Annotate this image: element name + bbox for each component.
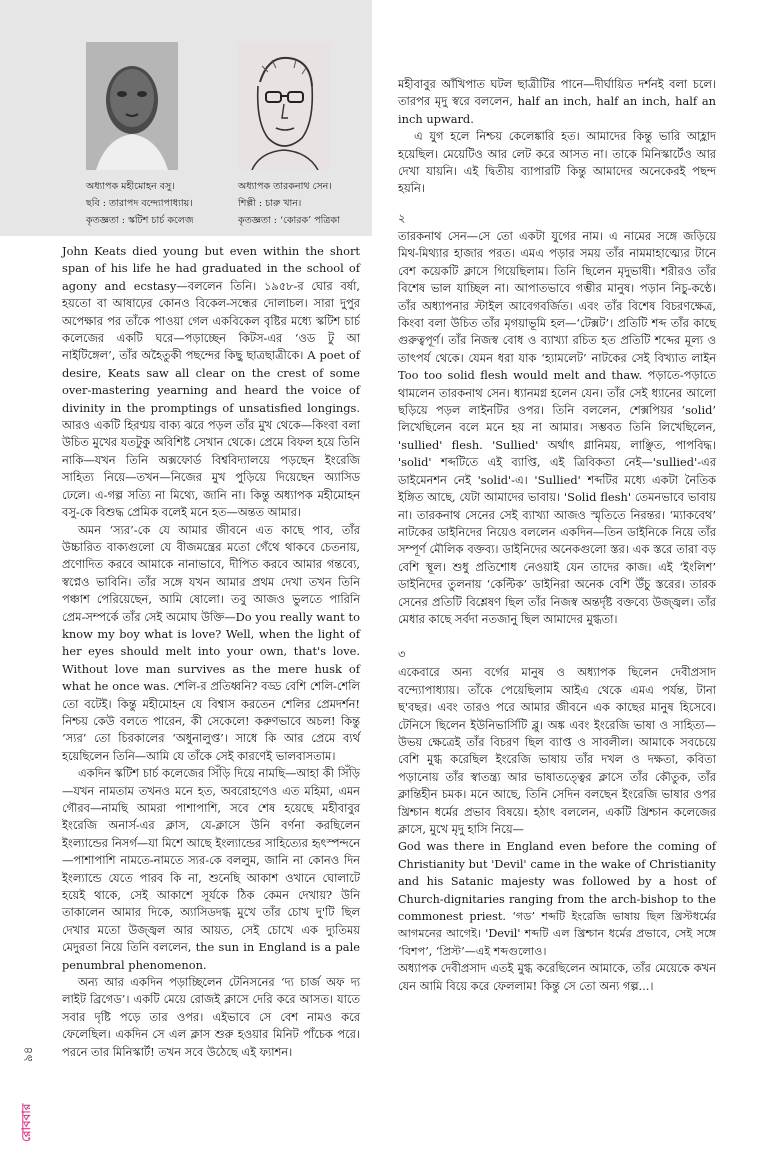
magazine-name: রোববার xyxy=(19,1103,33,1142)
block-quote: God was there in England even before the coming of Christianity but 'Devil' came in the wake of Christianity and his Satanic majesty was followed by a host of Church-dignitaries ranging from the arch-bishop to the commonest priest. ‘গড’ শব্দটি ইংরেজি ভাষায় ছিল খ্রিস্টধর্মের আগমনের আগেই। 'Devil' শব্দটি এল খ্রিশ্চান ধর্মের প্রভাবে, সেই সঙ্গে ‘বিশপ’, ‘প্রিস্ট’—এই শব্দগুলোও। xyxy=(398,840,716,958)
paragraph: John Keats died young but even within the short span of his life he had graduated in the school of agony and ecstasy—বললেন তিনি। ১৯৫৮-র ঘোর বর্ষা, হয়তো বা আষাঢ়ের কোনও বিকেল-সন্ধের দোলাচল। সারা দুপুর অপেক্ষার পর তাঁকে পাওয়া গেল একবিকেল বৃষ্টির মধ্যে স্কটিশ চার্চ কলেজের একটি ঘরে—পড়াচ্ছেন কিটস-এর ‘ওড টু আ নাইটিঙ্গেল’, তাঁর অহৈতুকী পছন্দের কিছু ছাত্রছাত্রীকে। A poet of desire, Keats saw all clear on the crest of some over-mastering yearning and heard the voice of divinity in the promptings of unsatisfied longings. আরও একটি হিরণ্ময় বাক্য ঝরে পড়ল তাঁর মুখ থেকে—কিংবা বলা উচিত মুখের যতটুকু অবিশিষ্ট সেখান থেকে। প্রেমে বিফল হয়ে তিনি নাকি—যখন তিনি অক্সফোর্ড বিশ্ববিদ্যালয়ে পড়ছেন ইংরেজি সাহিত্য নিয়ে—তখন—নিজের মুখ পুড়িয়ে দিয়েছেন অ্যাসিড ঢেলে। এ-গল্প সত্যি না মিথ্যে, জানি না। কিন্তু অধ্যাপক মহীমোহন বসু-কে বিশুদ্ধ প্রেমিক বলেই মনে হত—অন্তত আমার। xyxy=(62,244,360,520)
caption-right-courtesy: কৃতজ্ঞতা : ‘কোরক’ পত্রিকা xyxy=(238,215,340,226)
section-number-2: ২ xyxy=(398,211,406,225)
paragraph: অমন ‘স্যর’-কে যে আমার জীবনে এত কাছে পাব, তাঁর উচ্চারিত বাক্যগুলো যে বীজমন্ত্রের মতো গেঁথে থাকবে চেতনায়, প্রণোদিত করবে আমাকে নানাভাবে, দীপিত করবে আমার গন্তব্যে, স্বপ্নেও ভাবিনি। তাঁর সঙ্গে যখন আমার প্রথম দেখা তখন তিনি পঞ্চাশ পেরিয়েছেন, আমি ষোলো। তবু আজও ভুলতে পারিনি প্রেম-সম্পর্কে তাঁর সেই অমোঘ উক্তি—Do you really want to know my boy what is love? Well, when the light of her eyes should melt into your own, that's love. Without love man survives as the mere husk of what he once was. শেলি-র প্রতিধ্বনি? বড্ড বেশি শেলি-শেলি তো বটেই। কিন্তু মহীমোহন যে বিশ্বাস করতেন শেলির প্রেমদর্শন! নিশ্চয় কেউ বলতে পারেন, কী সেকেলে! করুণভাবে অচল! কিন্তু ‘স্যর’ তো চিরকালের ‘অধুনালুপ্ত’। সাধে কি আর প্রেমে ব্যর্থ হয়েছিলেন তিনি—আমি যে তাঁকে সেই কারণেই ভালবাসতাম। xyxy=(62,522,360,763)
caption-right xyxy=(238,178,340,229)
paragraph: মহীবাবুর আঁখিপাত ঘটল ছাত্রীটির পানে—দীর্ঘায়িত দর্শনই বলা চলে। তারপর মৃদু স্বরে বললেন, half an inch, half an inch, half an inch upward. xyxy=(398,77,716,126)
paragraph: তারকনাথ সেন—সে তো একটা যুগের নাম। এ নামের সঙ্গে জড়িয়ে মিথ-মিথ্যার হাজার পরত। এমএ পড়ার সময় তাঁর নামমাহাত্ম্যের টানে বেশ কয়েকটি ক্লাসে গিয়েছিলাম। তিনি ছিলেন মৃদুভাষী। শরীরও তাঁর বিশেষ ভাল যাচ্ছিল না। আপাতভাবে গম্ভীর মানুষ। পড়ান নিচু-কণ্ঠে। তাঁর অধ্যাপনার স্টাইল আবেগবর্জিত। এবং তাঁর বিশেষ বিচরণক্ষেত্র, কিংবা বলা উচিত তাঁর মৃগয়াভূমি হল—‘টেক্সট’। প্রতিটি শব্দ তাঁর কাছে গুরুত্বপূর্ণ। তাঁর নিজস্ব বোধ ও ব্যাখ্যা রচিত হত প্রতিটি শব্দের মূল্য ও তাৎপর্য থেকে। যেমন ধরা যাক ‘হ্যামলেট’ নাটকের সেই বিখ্যাত লাইন Too too solid flesh would melt and thaw. পড়াতে-পড়াতে থামলেন তারকনাথ সেন। ধ্যানমগ্ন হলেন যেন। তাঁর সেই ধ্যানের আলো ছড়িয়ে পড়ল লাইনটির ওপর। তিনি বললেন, শেক্সপিয়র ‘solid’ লিখেছিলেন বলে মনে হয় না আমার। সম্ভবত তিনি লিখেছিলেন, 'sullied' flesh. 'Sullied' অর্থাৎ গ্লানিময়, লাঞ্ছিত, পাপবিদ্ধ। 'solid' শব্দটিতে এই ব্যাপ্তি, এই ত্রিবিকতা নেই—'sullied'-এর ডাইমেনশন নেই 'solid'-এ। 'Sullied' শব্দটির মধ্যে একটা নৈতিক ইঙ্গিত আছে, যেটা আমাদের ভাবায়। 'Solid flesh' তেমনভাবে ভাবায় না। তারকনাথ সেনের সেই ব্যাখ্যা আজও স্মৃতিতে নিরন্তর। ‘ম্যাকবেথ’ নাটকের ডাইনিদের নিয়েও বললেন একদিন—তিন ডাইনিকে নিয়ে তাঁর সম্পূর্ণ মৌলিক বক্তব্য। ডাইনিদের অনেকগুলো স্তর। এক স্তরে তারা বড় বেশি স্থূল। শুধু প্রতিশোধ নেওয়াই যেন তাদের কাজ। এই ‘ইংলিশ’ ডাইনিদের তুলনায় ‘কেল্টিক’ ডাইনিরা অনেক বেশি উঁচু স্তরের। তারক সেনের প্রতিটি বিশ্লেষণ ছিল তাঁর নিজস্ব অন্তর্দৃষ্ট বক্তব্যে উজ্জ্বল। তাঁর মেধার কাছে সর্বদা নতজানু ছিল আমাদের মুগ্ধতা। xyxy=(398,229,716,626)
caption-left-name: অধ্যাপক মহীমোহন বসু। xyxy=(86,181,175,192)
paragraph: একেবারে অন্য বর্গের মানুষ ও অধ্যাপক ছিলেন দেবীপ্রসাদ বন্দ্যোপাধ্যায়। তাঁকে পেয়েছিলাম আইএ থেকে এমএ পর্যন্ত, টানা ছ'বছর। এবং তারও পরে আমার জীবনে এক কাছের মানুষ হিসেবে। টেনিসে ছিলেন ইউনিভার্সিটি ব্লু। অঙ্ক এবং ইংরেজি ভাষা ও সাহিত্য—উভয় ক্ষেত্রেই তাঁর বিচরণ ছিল ব্যাপ্ত ও সাবলীল। আমাকে সবচেয়ে বেশি মুগ্ধ করেছিল ইংরেজি ভাষায় তাঁর দখল ও দক্ষতা, কবিতা পড়ানোয় তাঁর স্বাতন্ত্র্য আর ভাষাতত্ত্বের ক্লাসে তাঁর কৌতুক, তাঁর ক্লান্তিহীন চমক। মনে আছে, তিনি সেদিন বলছেন ইংরেজি ভাষার ওপর খ্রিশ্চান ধর্মের প্রভাব বিষয়ে। হঠাৎ বললেন, একটি খ্রিশ্চান কলেজের ক্লাসে, মুখে মৃদু হাসি নিয়ে— xyxy=(398,665,716,836)
photo-panel xyxy=(0,0,372,236)
caption-left xyxy=(86,178,193,229)
portrait-tarakanath-sen xyxy=(238,42,330,170)
page-number: ৯৪ xyxy=(21,1046,35,1062)
paragraph: অধ্যাপক দেবীপ্রসাদ এতই মুগ্ধ করেছিলেন আমাকে, তাঁর মেয়েকে কখন যেন আমি বিয়ে করে ফেললাম! কিন্তু সে তো অন্য গল্প...। xyxy=(398,961,716,993)
caption-right-artist: শিল্পী : চারু খান। xyxy=(238,198,302,209)
paragraph: অন্য আর একদিন পড়াচ্ছিলেন টেনিসনের ‘দ্য চার্জ অফ দ্য লাইট ব্রিগেড’। একটি মেয়ে রোজই ক্লাসে দেরি করে আসত। যাতে সবার দৃষ্টি পড়ে তার ওপর। এইভাবে সে বেশ নামও করে ফেলেছিল। একদিন সে এল ক্লাস শুরু হওয়ার মিনিট পাঁচেক পরে। পরনে তার মিনিস্কার্ট! তখন সবে উঠেছে এই ফ্যাশন। xyxy=(62,975,360,1059)
caption-left-photo-credit: ছবি : তারাপদ বন্দ্যোপাধ্যায়। xyxy=(86,198,193,209)
portrait-sketch-right xyxy=(238,42,330,170)
section-number-3: ৩ xyxy=(398,647,406,662)
right-column xyxy=(398,210,716,995)
paragraph: একদিন স্কটিশ চার্চ কলেজের সিঁড়ি দিয়ে নামছি—আহা কী সিঁড়ি—যখন নামতাম তখনও মনে হত, অবরোহণেও এত মহিমা, এমন গৌরব—নামছি আমরা পাশাপাশি, সবে শেষ হয়েছে মহীবাবুর ইংরেজি অনার্স-এর ক্লাস, যে-ক্লাসে উনি বর্ণনা করছিলেন ইংল্যান্ডের নিসর্গ—যা মিশে আছে ইংল্যান্ডের সাহিত্যের হৃৎস্পন্দনে—পাশাপাশি নামতে-নামতে স্যর-কে বললুম, জানি না কোনও দিন ইংল্যান্ডে যেতে পারব কি না, শুনেছি আকাশ ওখানে ঘোলাটে হয়েই থাকে, সেই আকাশে সূর্যকে ঠিক কেমন দেখায়? উনি তাকালেন আমার দিকে, অ্যাসিডদগ্ধ মুখে তাঁর চোখ দু'টি ছিল দেখার মতো উজ্জ্বল আর আয়ত, সেই চোখে এক দ্যুতিময় মেদুরতা নিয়ে তিনি বললেন, the sun in England is a pale penumbral phenomenon. xyxy=(62,766,360,972)
caption-right-name: অধ্যাপক তারকনাথ সেন। xyxy=(238,181,332,192)
caption-left-courtesy: কৃতজ্ঞতা : স্কটিশ চার্চ কলেজ xyxy=(86,215,194,226)
paragraph: এ যুগ হলে নিশ্চয় কেলেঙ্কারি হত। আমাদের কিন্তু ভারি আহ্লাদ হয়েছিল। মেয়েটিও আর লেট করে আসত না। তাকে মিনিস্কার্টেও আর দেখা যায়নি। এই দ্বিতীয় ব্যাপারটি কিন্তু আমাদের অনেকেরই পছন্দ হয়নি। xyxy=(398,129,716,196)
portrait-mahimohan-bose xyxy=(86,42,178,170)
portrait-photo-left xyxy=(86,42,178,170)
left-column xyxy=(62,243,360,1061)
right-column-top xyxy=(398,76,716,198)
